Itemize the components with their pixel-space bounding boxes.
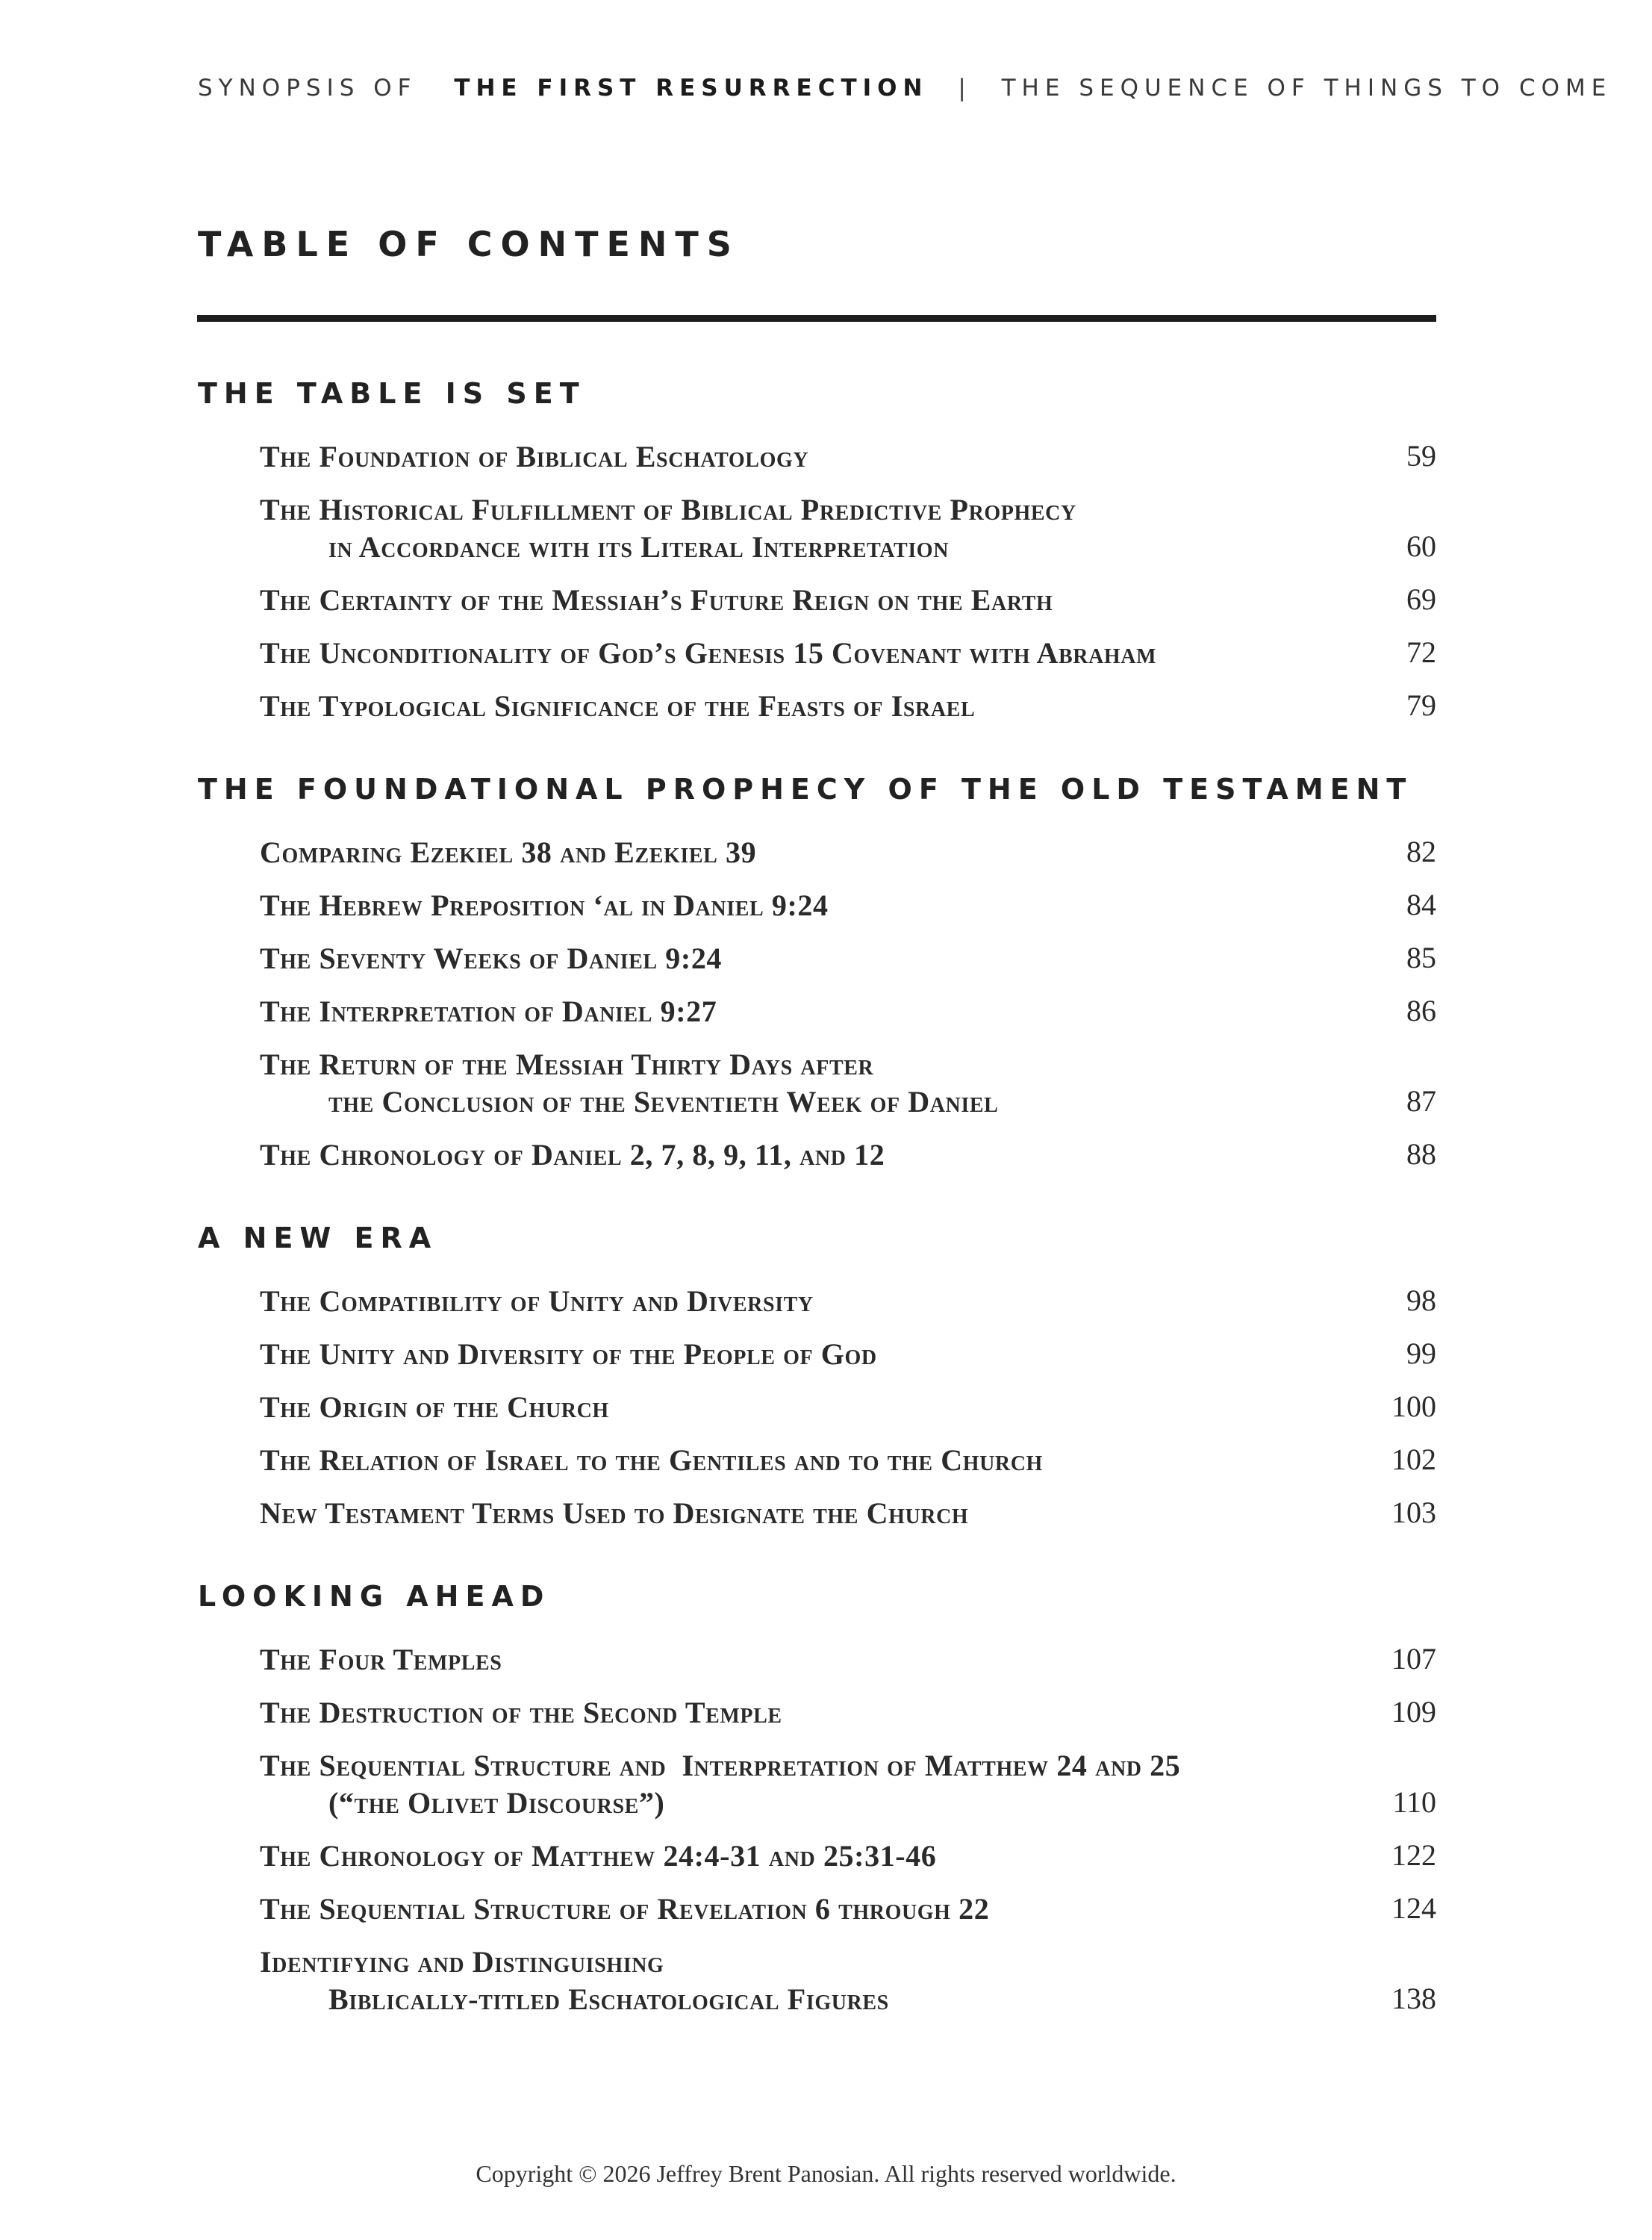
toc-entry[interactable] xyxy=(260,635,1436,673)
toc-entry-page: 82 xyxy=(1406,835,1436,868)
section-heading: THE TABLE IS SET xyxy=(198,377,586,410)
toc-entry-page: 60 xyxy=(1406,529,1436,563)
toc-entry-page: 102 xyxy=(1391,1443,1436,1476)
toc-entry-title: The Unconditionality of God’s Genesis 15 Covenant with Abraham xyxy=(260,636,1157,670)
toc-entry[interactable] xyxy=(260,835,1436,872)
toc-entry[interactable] xyxy=(260,582,1436,620)
toc-entry-page: 84 xyxy=(1406,888,1436,921)
toc-entry-title: The Relation of Israel to the Gentiles and to the Church xyxy=(260,1443,1043,1477)
toc-entry[interactable] xyxy=(260,1642,1436,1679)
toc-entry-title: The Sequential Structure and Interpretation of Matthew 24 and 25 xyxy=(260,1749,1181,1782)
toc-entry-title: The Foundation of Biblical Eschatology xyxy=(260,440,809,473)
toc-entry-title: The Compatibility of Unity and Diversity xyxy=(260,1284,814,1318)
toc-entry-page: 122 xyxy=(1391,1838,1436,1872)
toc-entry[interactable] xyxy=(260,439,1436,476)
section-heading: THE FOUNDATIONAL PROPHECY OF THE OLD TESTAMENT xyxy=(198,773,1413,806)
copyright-footer: Copyright © 2026 Jeffrey Brent Panosian. All rights reserved worldwide. xyxy=(476,2160,1176,2187)
running-head-separator: | xyxy=(958,75,972,102)
running-head-book-title: THE FIRST RESURRECTION xyxy=(454,75,929,102)
toc-entry-title: Comparing Ezekiel 38 and Ezekiel 39 xyxy=(260,836,757,869)
toc-entry[interactable] xyxy=(260,1443,1436,1480)
toc-entry[interactable] xyxy=(260,1748,1436,1823)
toc-entry[interactable] xyxy=(260,1047,1436,1121)
toc-entry[interactable] xyxy=(260,888,1436,925)
toc-entry[interactable] xyxy=(260,1137,1436,1175)
toc-entry-page: 98 xyxy=(1406,1284,1436,1317)
toc-entry-page: 103 xyxy=(1391,1496,1436,1529)
toc-entry[interactable] xyxy=(260,688,1436,726)
toc-entry-page: 88 xyxy=(1406,1137,1436,1171)
running-head-prefix: SYNOPSIS OF xyxy=(198,75,417,102)
running-head xyxy=(198,75,1612,102)
toc-entry[interactable] xyxy=(260,1695,1436,1732)
toc-entry-title: New Testament Terms Used to Designate the Church xyxy=(260,1496,969,1530)
toc-entry[interactable] xyxy=(260,1284,1436,1321)
toc-entry-page: 100 xyxy=(1391,1390,1436,1423)
toc-title: TABLE OF CONTENTS xyxy=(198,224,740,264)
toc-entry[interactable] xyxy=(260,1944,1436,2019)
toc-entry-title: The Hebrew Preposition ‘al in Daniel 9:24 xyxy=(260,889,829,922)
toc-entry-page: 69 xyxy=(1406,582,1436,616)
toc-entry-title: The Interpretation of Daniel 9:27 xyxy=(260,995,717,1028)
toc-entry[interactable] xyxy=(260,1337,1436,1374)
toc-entry[interactable] xyxy=(260,1390,1436,1427)
section-heading: A NEW ERA xyxy=(198,1222,438,1254)
toc-entry-title-continued: (“the Olivet Discourse”) xyxy=(328,1786,665,1820)
toc-entry-title: The Destruction of the Second Temple xyxy=(260,1696,782,1729)
toc-entry-page: 72 xyxy=(1406,635,1436,669)
toc-entry-page: 87 xyxy=(1406,1084,1436,1118)
title-rule xyxy=(197,315,1436,322)
toc-entry[interactable] xyxy=(260,1838,1436,1876)
toc-entry[interactable] xyxy=(260,492,1436,567)
running-head-subtitle: THE SEQUENCE OF THINGS TO COME xyxy=(1001,75,1612,102)
toc-entry-page: 138 xyxy=(1391,1982,1436,2015)
toc-entry[interactable] xyxy=(260,1496,1436,1533)
toc-entry[interactable] xyxy=(260,994,1436,1031)
toc-entry-title: The Chronology of Daniel 2, 7, 8, 9, 11, and 12 xyxy=(260,1138,885,1172)
toc-entry-page: 107 xyxy=(1391,1642,1436,1676)
toc-entry-title: The Historical Fulfillment of Biblical Predictive Prophecy xyxy=(260,493,1076,526)
toc-entry-title: The Origin of the Church xyxy=(260,1390,609,1424)
toc-entry-title: The Return of the Messiah Thirty Days after xyxy=(260,1048,874,1081)
toc-entry-page: 99 xyxy=(1406,1337,1436,1370)
toc-entry-title: The Unity and Diversity of the People of God xyxy=(260,1337,877,1371)
toc-entry[interactable] xyxy=(260,941,1436,978)
toc-entry-page: 86 xyxy=(1406,994,1436,1027)
toc-entry-page: 110 xyxy=(1392,1785,1436,1819)
toc-entry-title: The Sequential Structure of Revelation 6 through 22 xyxy=(260,1892,990,1926)
toc-entry-title: The Seventy Weeks of Daniel 9:24 xyxy=(260,942,723,975)
toc-entry-title: The Certainty of the Messiah’s Future Reign on the Earth xyxy=(260,583,1053,617)
toc-entry-title-continued: Biblically-titled Eschatological Figures xyxy=(328,1982,889,2016)
toc-entry-page: 85 xyxy=(1406,941,1436,974)
toc-entry[interactable] xyxy=(260,1891,1436,1929)
toc-entry-title-continued: in Accordance with its Literal Interpretation xyxy=(328,530,950,564)
toc-entry-title: The Four Temples xyxy=(260,1643,502,1676)
toc-entry-page: 124 xyxy=(1391,1891,1436,1925)
toc-entry-page: 59 xyxy=(1406,439,1436,473)
section-heading: LOOKING AHEAD xyxy=(198,1580,551,1613)
toc-entry-title: Identifying and Distinguishing xyxy=(260,1945,664,1979)
toc-entry-title-continued: the Conclusion of the Seventieth Week of Daniel xyxy=(328,1085,999,1119)
toc-entry-title: The Chronology of Matthew 24:4-31 and 25:31-46 xyxy=(260,1839,937,1873)
toc-entry-page: 79 xyxy=(1406,688,1436,722)
toc-entry-title: The Typological Significance of the Feasts of Israel xyxy=(260,689,976,723)
toc-entry-page: 109 xyxy=(1391,1695,1436,1729)
